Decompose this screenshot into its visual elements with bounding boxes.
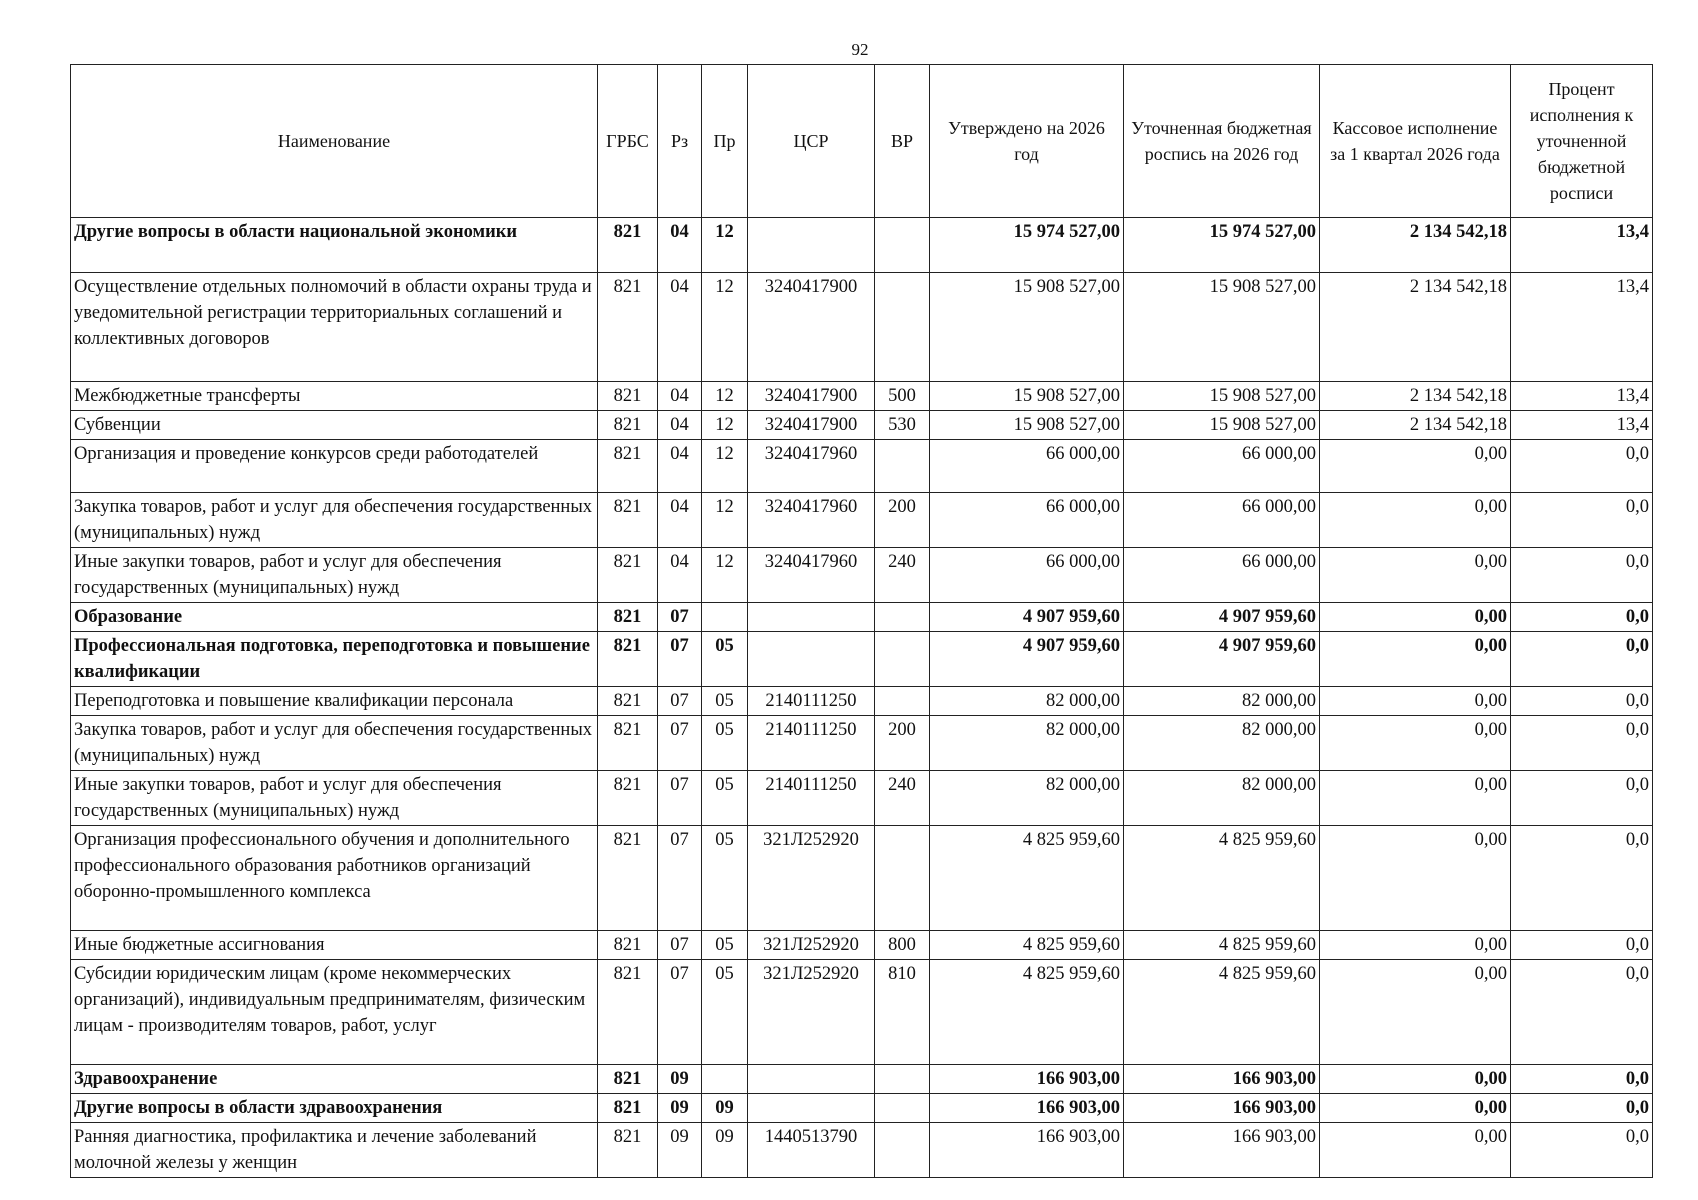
table-row xyxy=(71,771,1653,826)
cell-rz: 09 xyxy=(658,1123,702,1178)
cell-refined: 66 000,00 xyxy=(1124,440,1320,493)
cell-cash: 0,00 xyxy=(1320,826,1511,931)
cell-grbs: 821 xyxy=(598,548,658,603)
cell-percent: 0,0 xyxy=(1511,1123,1653,1178)
cell-name: Закупка товаров, работ и услуг для обеспечения государственных (муниципальных) нужд xyxy=(71,493,598,548)
cell-approved: 15 974 527,00 xyxy=(930,218,1124,273)
cell-refined: 15 908 527,00 xyxy=(1124,411,1320,440)
cell-approved: 15 908 527,00 xyxy=(930,382,1124,411)
cell-approved: 66 000,00 xyxy=(930,440,1124,493)
cell-approved: 4 825 959,60 xyxy=(930,960,1124,1065)
cell-approved: 4 825 959,60 xyxy=(930,931,1124,960)
cell-percent: 0,0 xyxy=(1511,931,1653,960)
cell-rz: 04 xyxy=(658,548,702,603)
table-row xyxy=(71,218,1653,273)
cell-csr: 2140111250 xyxy=(748,771,875,826)
header-name: Наименование xyxy=(71,65,598,218)
cell-approved: 66 000,00 xyxy=(930,493,1124,548)
cell-name: Субсидии юридическим лицам (кроме некоммерческих организаций), индивидуальным предпринимателям, физическим лицам - производителям товаров, работ, услуг xyxy=(71,960,598,1065)
cell-approved: 15 908 527,00 xyxy=(930,273,1124,382)
cell-grbs: 821 xyxy=(598,382,658,411)
header-rz: Рз xyxy=(658,65,702,218)
cell-percent: 13,4 xyxy=(1511,273,1653,382)
cell-percent: 0,0 xyxy=(1511,960,1653,1065)
cell-rz: 04 xyxy=(658,440,702,493)
cell-grbs: 821 xyxy=(598,273,658,382)
cell-approved: 15 908 527,00 xyxy=(930,411,1124,440)
cell-percent: 0,0 xyxy=(1511,440,1653,493)
cell-name: Другие вопросы в области здравоохранения xyxy=(71,1094,598,1123)
cell-approved: 166 903,00 xyxy=(930,1123,1124,1178)
cell-cash: 0,00 xyxy=(1320,960,1511,1065)
cell-refined: 4 825 959,60 xyxy=(1124,960,1320,1065)
cell-csr: 1440513790 xyxy=(748,1123,875,1178)
cell-cash: 0,00 xyxy=(1320,603,1511,632)
table-row xyxy=(71,716,1653,771)
cell-grbs: 821 xyxy=(598,1094,658,1123)
cell-refined: 82 000,00 xyxy=(1124,687,1320,716)
table-row xyxy=(71,411,1653,440)
cell-approved: 82 000,00 xyxy=(930,771,1124,826)
cell-percent: 13,4 xyxy=(1511,411,1653,440)
table-row xyxy=(71,1065,1653,1094)
cell-rz: 07 xyxy=(658,826,702,931)
cell-csr xyxy=(748,603,875,632)
header-refined: Уточненная бюджетная роспись на 2026 год xyxy=(1124,65,1320,218)
cell-vr: 500 xyxy=(875,382,930,411)
cell-percent: 13,4 xyxy=(1511,218,1653,273)
cell-name: Субвенции xyxy=(71,411,598,440)
table-row xyxy=(71,493,1653,548)
cell-cash: 2 134 542,18 xyxy=(1320,382,1511,411)
cell-vr: 240 xyxy=(875,548,930,603)
cell-cash: 2 134 542,18 xyxy=(1320,218,1511,273)
cell-pr: 05 xyxy=(702,771,748,826)
cell-percent: 0,0 xyxy=(1511,716,1653,771)
cell-csr: 2140111250 xyxy=(748,716,875,771)
cell-approved: 4 907 959,60 xyxy=(930,632,1124,687)
cell-name: Организация профессионального обучения и дополнительного профессионального образования работников организаций оборонно-промышленного комплекса xyxy=(71,826,598,931)
cell-percent: 0,0 xyxy=(1511,493,1653,548)
cell-cash: 0,00 xyxy=(1320,931,1511,960)
table-row xyxy=(71,382,1653,411)
header-cash: Кассовое исполнение за 1 квартал 2026 года xyxy=(1320,65,1511,218)
cell-name: Иные закупки товаров, работ и услуг для обеспечения государственных (муниципальных) нужд xyxy=(71,771,598,826)
cell-name: Другие вопросы в области национальной экономики xyxy=(71,218,598,273)
cell-csr: 3240417960 xyxy=(748,493,875,548)
cell-refined: 4 825 959,60 xyxy=(1124,931,1320,960)
cell-refined: 4 907 959,60 xyxy=(1124,632,1320,687)
cell-name: Профессиональная подготовка, переподготовка и повышение квалификации xyxy=(71,632,598,687)
header-pr: Пр xyxy=(702,65,748,218)
cell-name: Переподготовка и повышение квалификации персонала xyxy=(71,687,598,716)
cell-name: Здравоохранение xyxy=(71,1065,598,1094)
cell-percent: 0,0 xyxy=(1511,771,1653,826)
cell-percent: 0,0 xyxy=(1511,687,1653,716)
cell-grbs: 821 xyxy=(598,1123,658,1178)
cell-pr: 09 xyxy=(702,1123,748,1178)
cell-vr xyxy=(875,826,930,931)
cell-cash: 0,00 xyxy=(1320,493,1511,548)
header-csr: ЦСР xyxy=(748,65,875,218)
cell-rz: 07 xyxy=(658,771,702,826)
cell-vr xyxy=(875,1123,930,1178)
cell-approved: 82 000,00 xyxy=(930,716,1124,771)
cell-name: Закупка товаров, работ и услуг для обеспечения государственных (муниципальных) нужд xyxy=(71,716,598,771)
header-approved: Утверждено на 2026 год xyxy=(930,65,1124,218)
cell-grbs: 821 xyxy=(598,440,658,493)
cell-refined: 82 000,00 xyxy=(1124,771,1320,826)
cell-name: Иные закупки товаров, работ и услуг для обеспечения государственных (муниципальных) нужд xyxy=(71,548,598,603)
cell-rz: 04 xyxy=(658,493,702,548)
cell-vr xyxy=(875,632,930,687)
cell-csr: 3240417900 xyxy=(748,411,875,440)
cell-vr: 200 xyxy=(875,716,930,771)
cell-approved: 66 000,00 xyxy=(930,548,1124,603)
cell-cash: 0,00 xyxy=(1320,1123,1511,1178)
cell-rz: 09 xyxy=(658,1094,702,1123)
cell-cash: 0,00 xyxy=(1320,1094,1511,1123)
cell-refined: 4 907 959,60 xyxy=(1124,603,1320,632)
cell-percent: 0,0 xyxy=(1511,603,1653,632)
cell-grbs: 821 xyxy=(598,218,658,273)
cell-pr: 05 xyxy=(702,632,748,687)
cell-csr xyxy=(748,218,875,273)
cell-rz: 04 xyxy=(658,382,702,411)
cell-grbs: 821 xyxy=(598,632,658,687)
cell-approved: 166 903,00 xyxy=(930,1094,1124,1123)
cell-grbs: 821 xyxy=(598,603,658,632)
cell-name: Иные бюджетные ассигнования xyxy=(71,931,598,960)
cell-pr: 12 xyxy=(702,218,748,273)
cell-percent: 0,0 xyxy=(1511,1094,1653,1123)
cell-vr xyxy=(875,218,930,273)
cell-approved: 82 000,00 xyxy=(930,687,1124,716)
cell-csr xyxy=(748,632,875,687)
cell-approved: 4 907 959,60 xyxy=(930,603,1124,632)
cell-rz: 04 xyxy=(658,411,702,440)
cell-cash: 0,00 xyxy=(1320,440,1511,493)
table-row xyxy=(71,548,1653,603)
cell-vr xyxy=(875,603,930,632)
table-row xyxy=(71,931,1653,960)
cell-vr: 530 xyxy=(875,411,930,440)
cell-cash: 0,00 xyxy=(1320,548,1511,603)
cell-rz: 07 xyxy=(658,632,702,687)
cell-csr xyxy=(748,1065,875,1094)
cell-pr xyxy=(702,603,748,632)
cell-grbs: 821 xyxy=(598,411,658,440)
cell-refined: 4 825 959,60 xyxy=(1124,826,1320,931)
cell-grbs: 821 xyxy=(598,931,658,960)
cell-pr: 12 xyxy=(702,493,748,548)
cell-cash: 0,00 xyxy=(1320,716,1511,771)
table-row xyxy=(71,603,1653,632)
page-number: 92 xyxy=(851,40,869,59)
budget-execution-table xyxy=(70,64,1653,1178)
cell-name: Межбюджетные трансферты xyxy=(71,382,598,411)
cell-csr xyxy=(748,1094,875,1123)
cell-refined: 66 000,00 xyxy=(1124,493,1320,548)
cell-cash: 0,00 xyxy=(1320,687,1511,716)
cell-rz: 07 xyxy=(658,716,702,771)
cell-rz: 07 xyxy=(658,687,702,716)
cell-grbs: 821 xyxy=(598,716,658,771)
cell-rz: 04 xyxy=(658,218,702,273)
cell-grbs: 821 xyxy=(598,960,658,1065)
cell-rz: 07 xyxy=(658,960,702,1065)
cell-pr: 05 xyxy=(702,716,748,771)
cell-vr: 240 xyxy=(875,771,930,826)
cell-percent: 13,4 xyxy=(1511,382,1653,411)
cell-refined: 166 903,00 xyxy=(1124,1065,1320,1094)
cell-pr: 09 xyxy=(702,1094,748,1123)
cell-approved: 4 825 959,60 xyxy=(930,826,1124,931)
header-vr: ВР xyxy=(875,65,930,218)
cell-grbs: 821 xyxy=(598,1065,658,1094)
cell-pr: 12 xyxy=(702,382,748,411)
cell-vr: 810 xyxy=(875,960,930,1065)
table-row xyxy=(71,440,1653,493)
cell-vr: 800 xyxy=(875,931,930,960)
cell-pr xyxy=(702,1065,748,1094)
cell-vr xyxy=(875,1065,930,1094)
cell-grbs: 821 xyxy=(598,687,658,716)
cell-rz: 09 xyxy=(658,1065,702,1094)
cell-csr: 321Л252920 xyxy=(748,931,875,960)
cell-cash: 0,00 xyxy=(1320,632,1511,687)
cell-name: Организация и проведение конкурсов среди работодателей xyxy=(71,440,598,493)
header-percent: Процент исполнения к уточненной бюджетной росписи xyxy=(1511,65,1653,218)
cell-csr: 321Л252920 xyxy=(748,960,875,1065)
cell-rz: 07 xyxy=(658,931,702,960)
cell-csr: 3240417900 xyxy=(748,382,875,411)
table-row xyxy=(71,687,1653,716)
cell-pr: 05 xyxy=(702,960,748,1065)
cell-grbs: 821 xyxy=(598,493,658,548)
cell-percent: 0,0 xyxy=(1511,548,1653,603)
cell-name: Образование xyxy=(71,603,598,632)
cell-vr: 200 xyxy=(875,493,930,548)
cell-percent: 0,0 xyxy=(1511,632,1653,687)
cell-cash: 2 134 542,18 xyxy=(1320,273,1511,382)
cell-pr: 05 xyxy=(702,687,748,716)
cell-refined: 15 908 527,00 xyxy=(1124,382,1320,411)
table-row xyxy=(71,632,1653,687)
cell-pr: 12 xyxy=(702,273,748,382)
cell-vr xyxy=(875,687,930,716)
cell-cash: 0,00 xyxy=(1320,771,1511,826)
cell-pr: 12 xyxy=(702,440,748,493)
table-row xyxy=(71,960,1653,1065)
cell-rz: 07 xyxy=(658,603,702,632)
cell-cash: 2 134 542,18 xyxy=(1320,411,1511,440)
cell-pr: 12 xyxy=(702,411,748,440)
cell-csr: 3240417960 xyxy=(748,548,875,603)
cell-refined: 166 903,00 xyxy=(1124,1094,1320,1123)
cell-csr: 3240417900 xyxy=(748,273,875,382)
cell-vr xyxy=(875,440,930,493)
cell-pr: 05 xyxy=(702,826,748,931)
cell-name: Ранняя диагностика, профилактика и лечение заболеваний молочной железы у женщин xyxy=(71,1123,598,1178)
cell-csr: 321Л252920 xyxy=(748,826,875,931)
table-row xyxy=(71,826,1653,931)
header-grbs: ГРБС xyxy=(598,65,658,218)
cell-pr: 12 xyxy=(702,548,748,603)
cell-refined: 166 903,00 xyxy=(1124,1123,1320,1178)
cell-approved: 166 903,00 xyxy=(930,1065,1124,1094)
cell-refined: 15 908 527,00 xyxy=(1124,273,1320,382)
cell-percent: 0,0 xyxy=(1511,1065,1653,1094)
cell-pr: 05 xyxy=(702,931,748,960)
cell-name: Осуществление отдельных полномочий в области охраны труда и уведомительной регистрации территориальных соглашений и коллективных договоров xyxy=(71,273,598,382)
header-row xyxy=(71,65,1653,218)
cell-percent: 0,0 xyxy=(1511,826,1653,931)
table-row xyxy=(71,273,1653,382)
cell-vr xyxy=(875,273,930,382)
cell-csr: 3240417960 xyxy=(748,440,875,493)
cell-cash: 0,00 xyxy=(1320,1065,1511,1094)
cell-rz: 04 xyxy=(658,273,702,382)
table-row xyxy=(71,1094,1653,1123)
cell-grbs: 821 xyxy=(598,826,658,931)
cell-csr: 2140111250 xyxy=(748,687,875,716)
cell-vr xyxy=(875,1094,930,1123)
cell-refined: 15 974 527,00 xyxy=(1124,218,1320,273)
table-row xyxy=(71,1123,1653,1178)
cell-grbs: 821 xyxy=(598,771,658,826)
cell-refined: 82 000,00 xyxy=(1124,716,1320,771)
cell-refined: 66 000,00 xyxy=(1124,548,1320,603)
